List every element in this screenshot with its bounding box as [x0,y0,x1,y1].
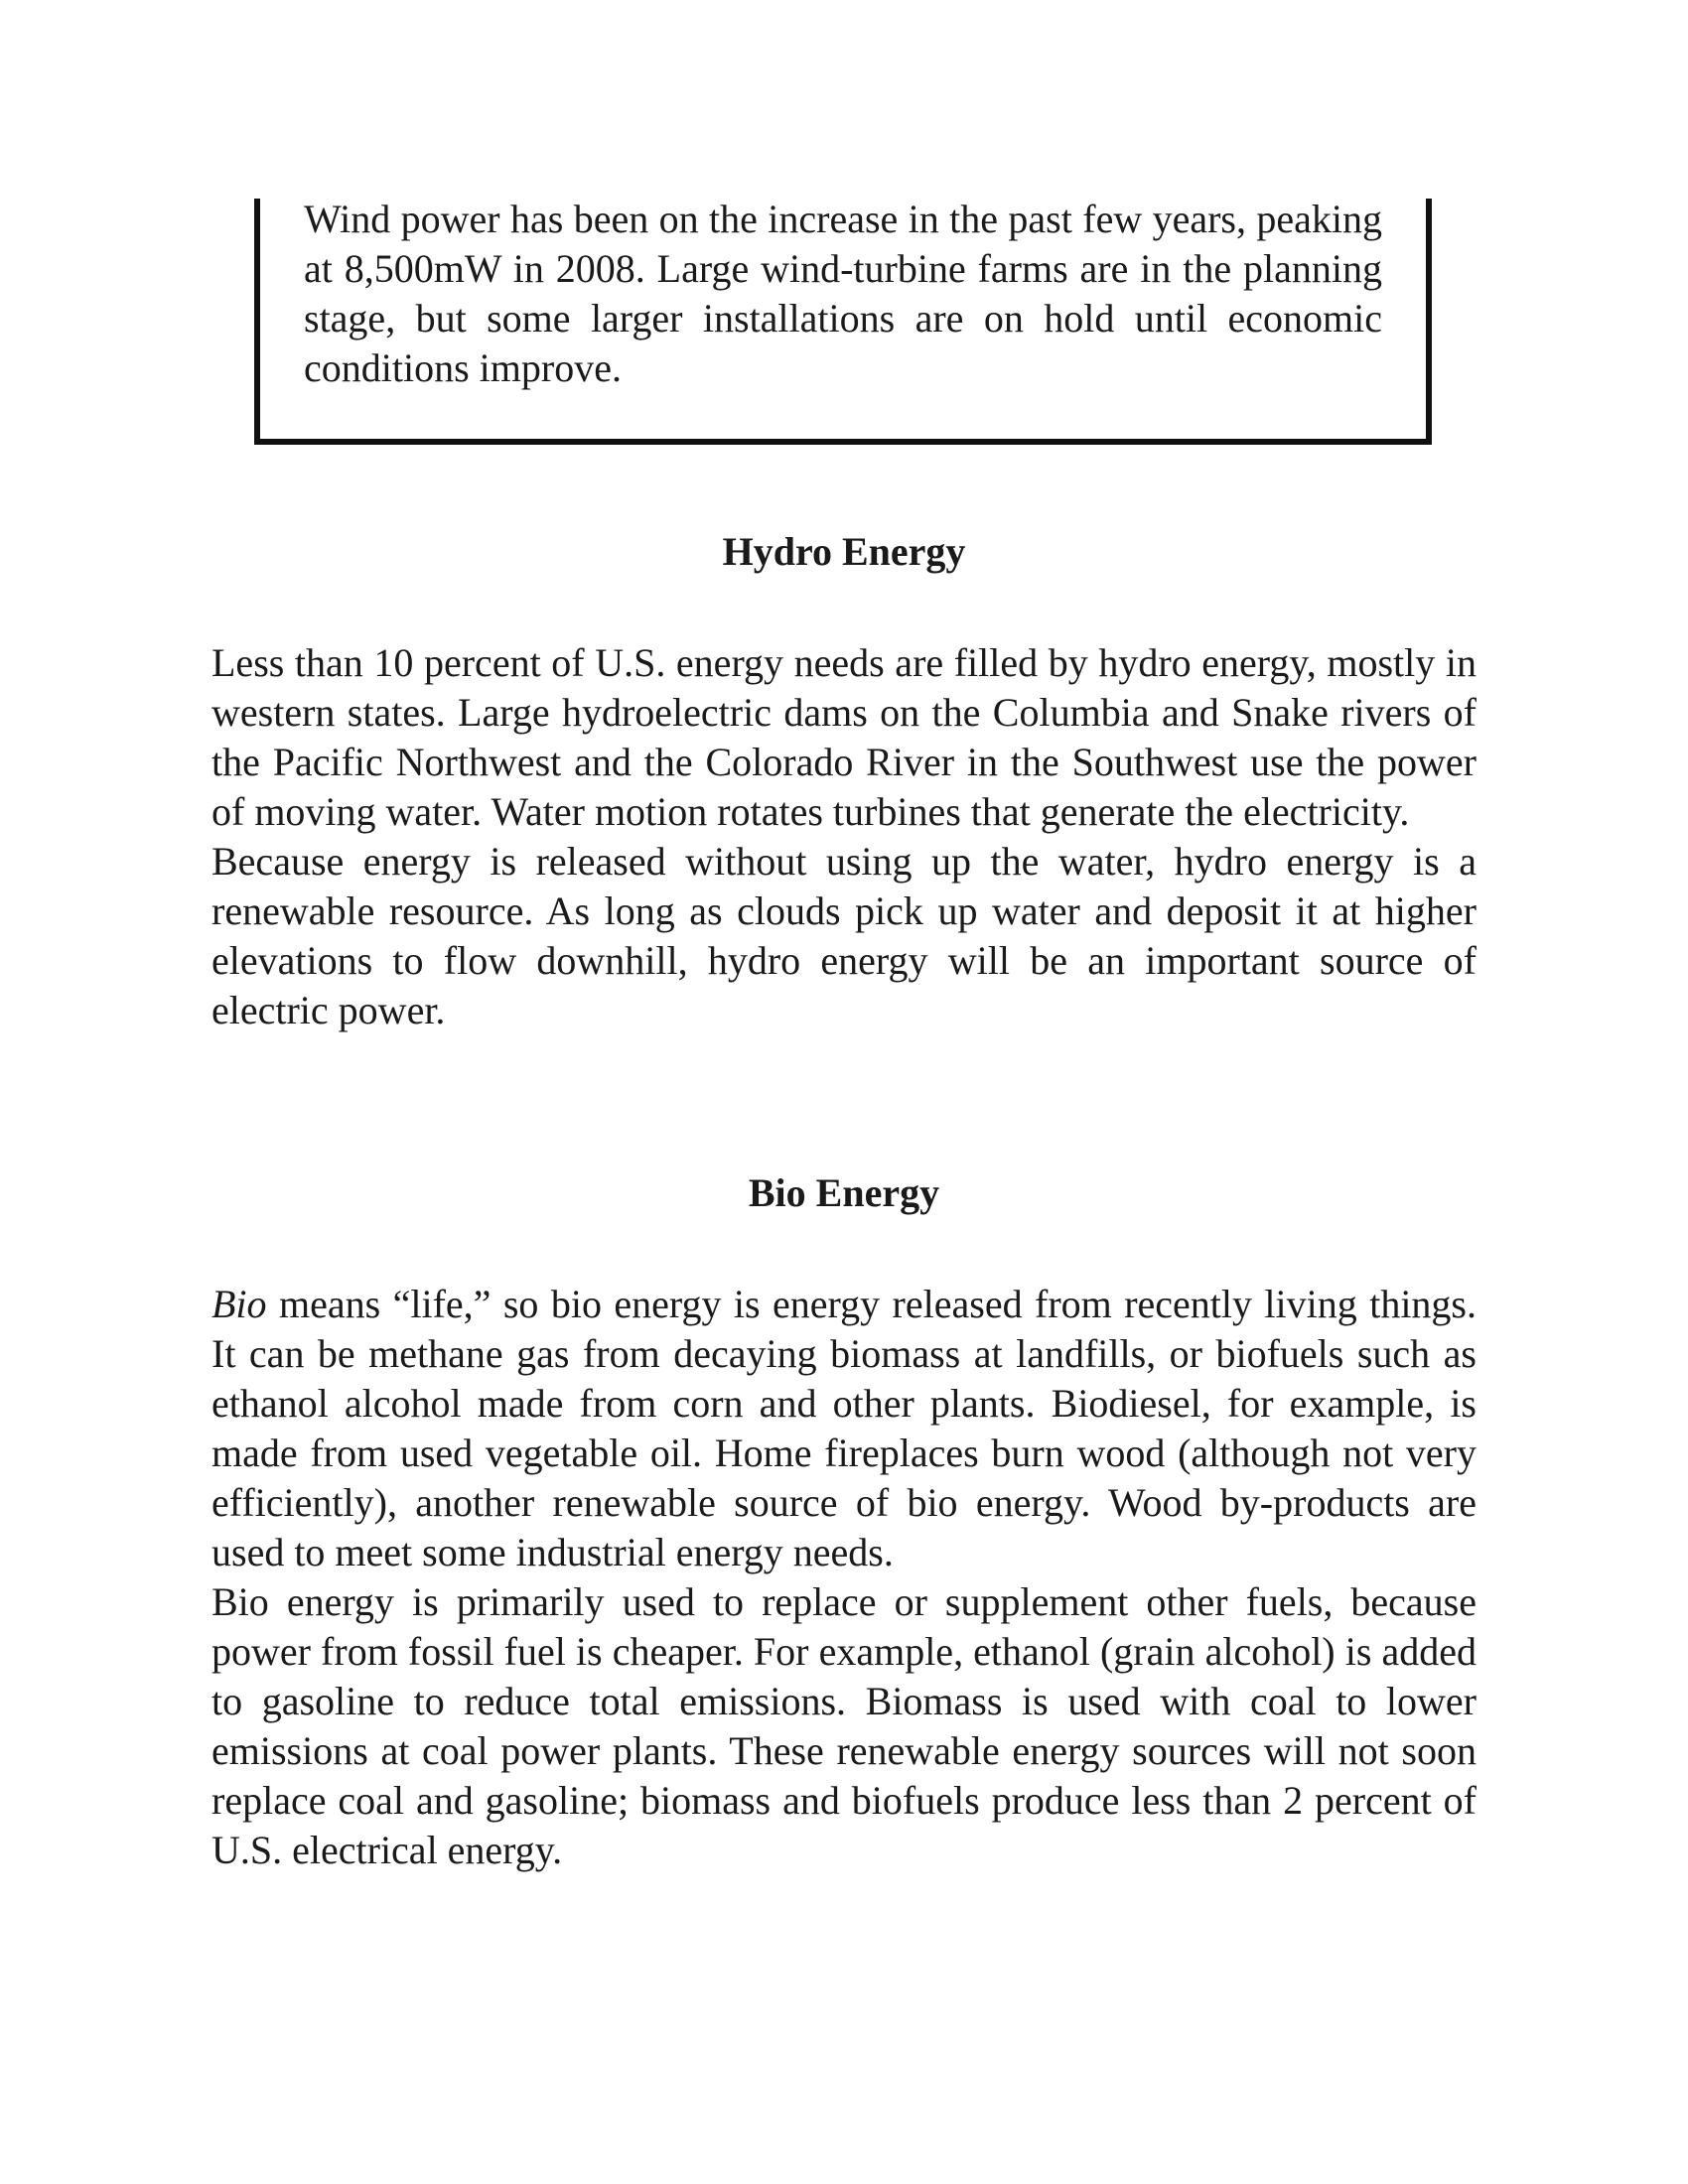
wind-power-box [254,199,1432,445]
hydro-paragraph-1: Less than 10 percent of U.S. energy needs are filled by hydro energy, mostly in western states. Large hydroelectric dams on the Columbia and Snake rivers of the Pacific Northwest and the Colorado River in the Southwest use the power of moving water. Water motion rotates turbines that generate the electricity. [211,640,1477,834]
hydro-energy-section [211,638,1477,1035]
bio-paragraph-2: Bio energy is primarily used to replace or supplement other fuels, because power from fossil fuel is cheaper. For example, ethanol (grain alcohol) is added to gasoline to reduce total emissions. Biomass is used with coal to lower emissions at coal power plants. These renewable energy sources will not soon replace coal and gasoline; biomass and biofuels produce less than 2 percent of U.S. electrical energy. [211,1579,1477,1872]
wind-power-text: Wind power has been on the increase in the past few years, peaking at 8,500mW in 2008. Large wind-turbine farms are in the planning stage, but some larger installations are on hold until economic conditions improve. [304,197,1382,390]
hydro-paragraph-2: Because energy is released without using up the water, hydro energy is a renewable resource. As long as clouds pick up water and deposit it at higher elevations to flow downhill, hydro energy will be an important source of electric power. [211,839,1477,1032]
bio-paragraph-1 [211,1280,1477,1577]
bio-energy-section [211,1280,1477,1875]
bio-energy-heading: Bio Energy [748,1170,940,1215]
bio-paragraph-1-text: means “life,” so bio energy is energy released from recently living things. It can be methane gas from decaying biomass at landfills, or biofuels such as ethanol alcohol made from corn and other plants. Biodiesel, for example, is made from used vegetable oil. Home fireplaces burn wood (although not very efficiently), another renewable source of bio energy. Wood by-products are used to meet some industrial energy needs. [211,1282,1477,1574]
hydro-energy-heading: Hydro Energy [722,529,966,574]
bio-italic-term: Bio [211,1282,267,1326]
